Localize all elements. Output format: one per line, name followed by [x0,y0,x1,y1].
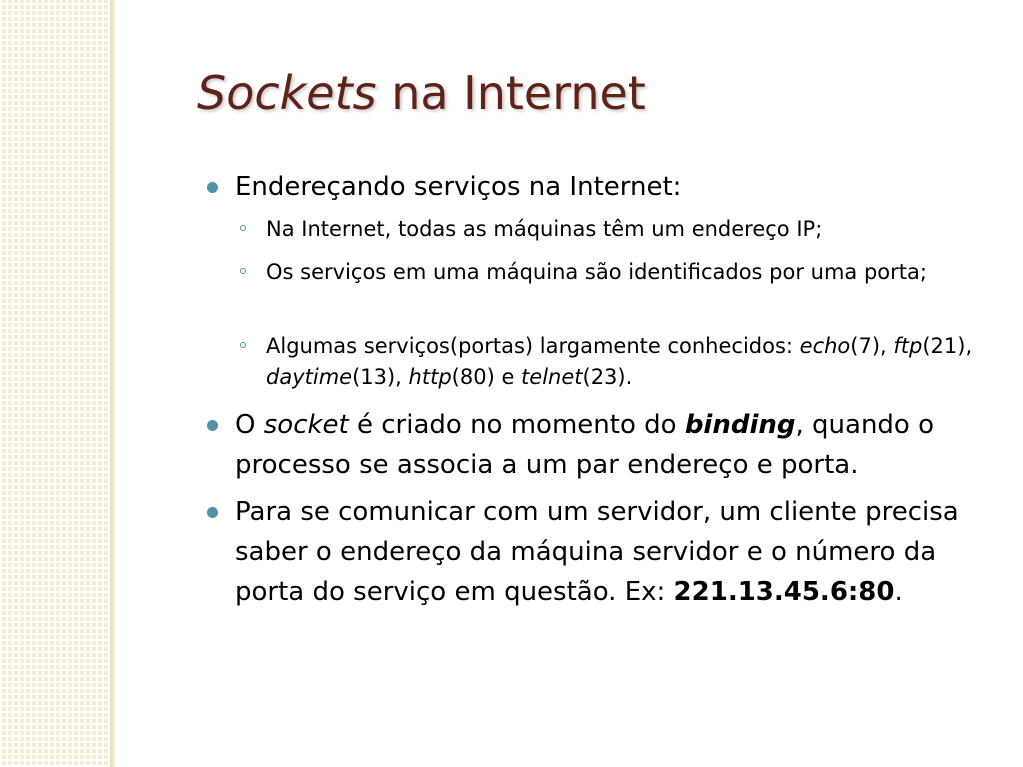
sub-bullet-text: Na Internet, todas as máquinas têm um endereço IP; [266,217,823,241]
port-echo-number: (7), [850,334,894,358]
port-daytime-number: (13), [352,365,409,389]
bullet-socket-binding [235,405,1005,485]
socket-post: , quando o processo se associa a um par endereço e porta. [235,410,935,480]
socket-mid: é criado no momento do [348,410,685,440]
bullet-addressing [235,167,1005,207]
port-ftp-number: (21), [922,334,973,358]
bullet-dot-icon [207,507,218,518]
client-server-post: . [894,577,903,607]
sub-bullet-text: Os serviços em uma máquina são identificados por uma porta; [266,260,927,284]
known-ports-intro: Algumas serviços(portas) largamente conhecidos: [266,334,800,358]
socket-term: socket [263,410,349,440]
bullet-text: Endereçando serviços na Internet: [235,172,682,202]
sub-bullet-circle-icon [240,268,246,274]
slide-title-rest: na Internet [376,66,646,120]
port-http-number: (80) e [451,365,522,389]
sub-bullet-known-ports [266,331,996,393]
sub-bullet-ports [266,257,996,288]
client-server-text: Para se comunicar com um servidor, um cliente precisa saber o endereço da máquina servidor e o número da porta do serviço em questão. Ex: [235,497,959,607]
bullet-dot-icon [207,182,218,193]
port-daytime: daytime [266,365,353,389]
port-echo: echo [799,334,851,358]
binding-term: binding [684,410,796,440]
socket-pre: O [235,410,264,440]
sub-bullet-circle-icon [240,225,246,231]
example-address: 221.13.45.6:80 [673,577,895,607]
slide-title-italic: Sockets [197,66,377,120]
port-telnet-number: (23). [582,365,633,389]
bullet-dot-icon [207,420,218,431]
sub-bullet-circle-icon [240,342,246,348]
sub-bullet-ip [266,214,996,245]
port-telnet: telnet [521,365,583,389]
bullet-client-server [235,492,1005,612]
port-ftp: ftp [893,334,923,358]
port-http: http [408,365,452,389]
